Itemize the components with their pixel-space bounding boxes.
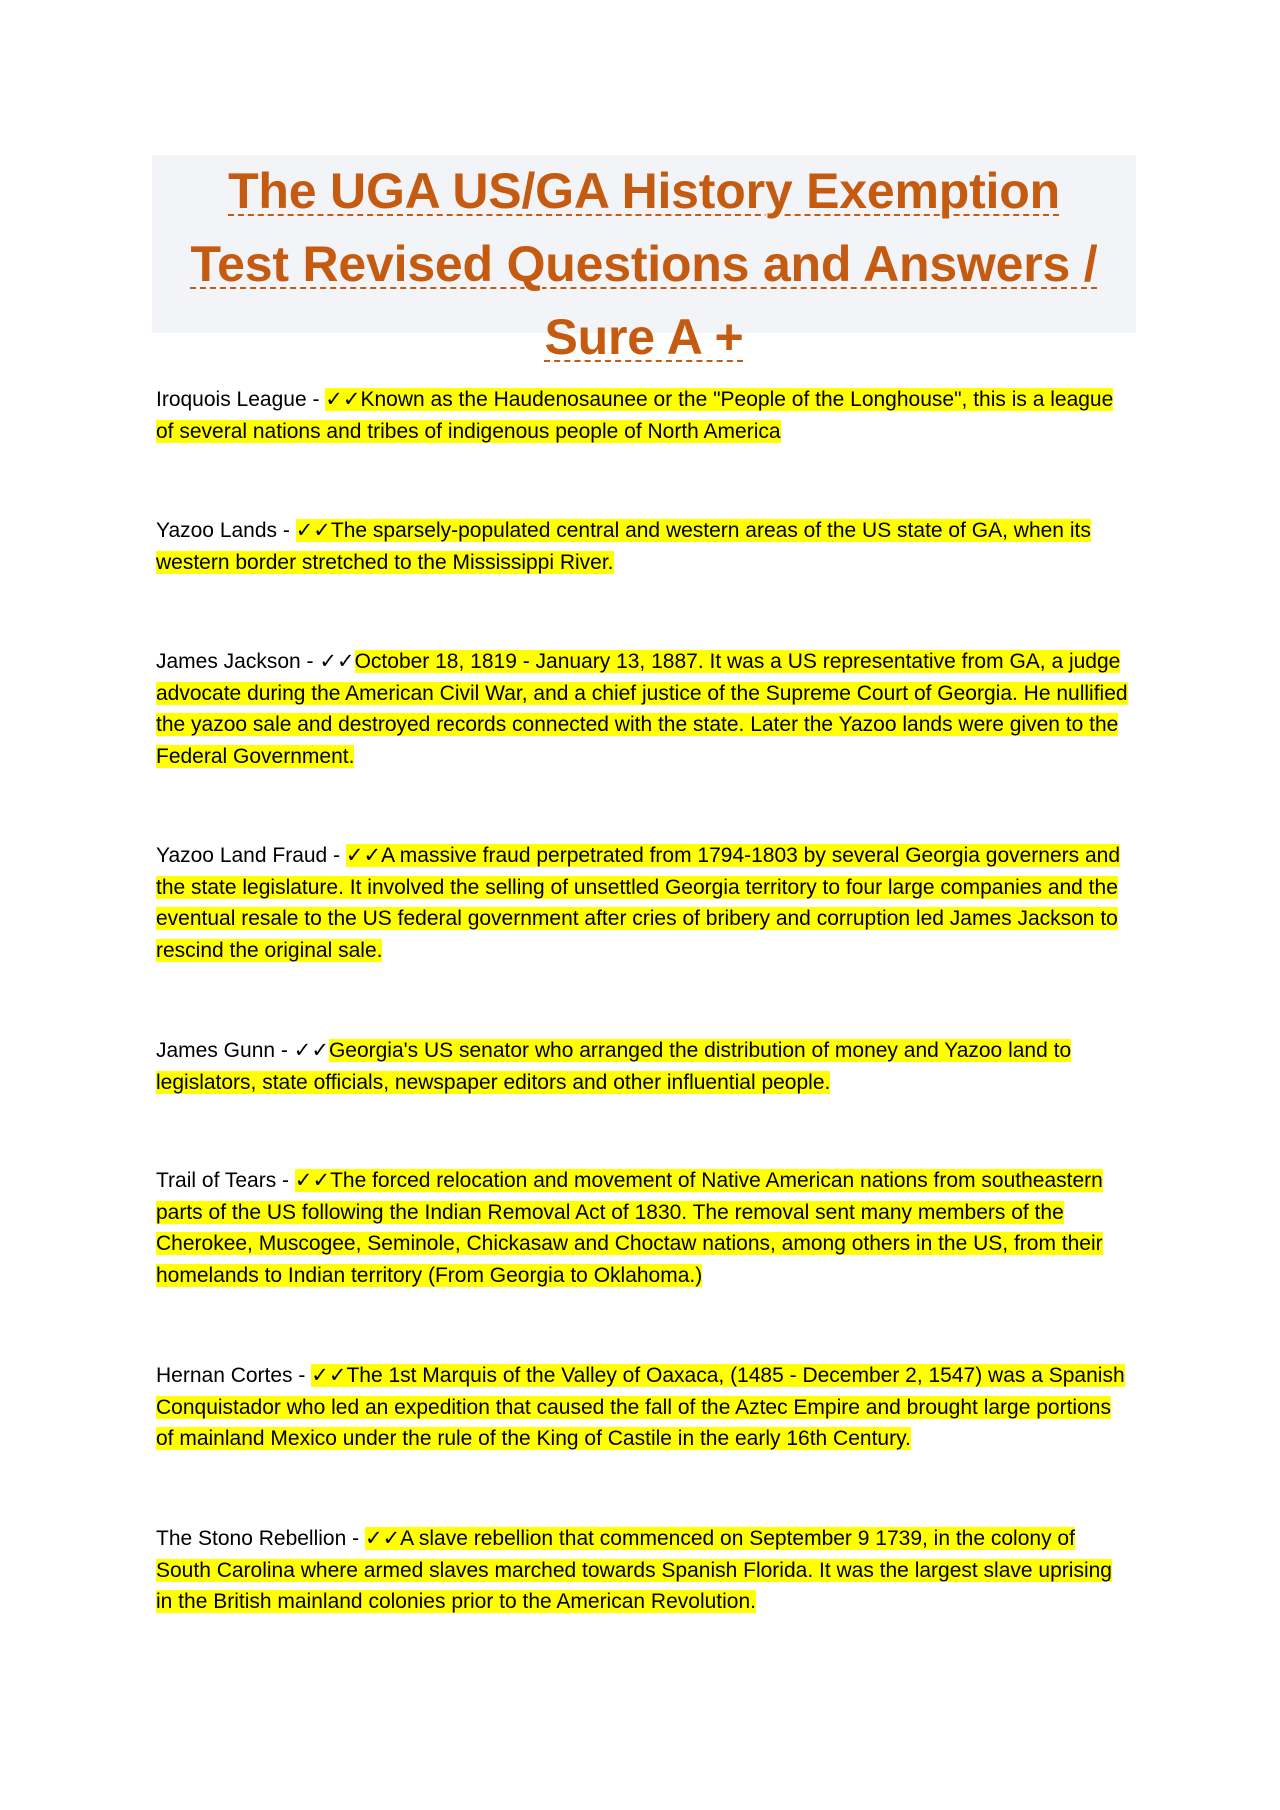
entry-term: Trail of Tears -: [156, 1169, 295, 1192]
check-icon: ✓✓: [319, 650, 355, 673]
document-title-line-1: The UGA US/GA History Exemption: [228, 163, 1060, 219]
qa-entry-james-jackson: [156, 646, 1131, 772]
entry-term: Yazoo Lands -: [156, 519, 296, 542]
qa-entry-james-gunn: [156, 1035, 1131, 1098]
entry-definition: A massive fraud perpetrated from 1794-1803 by several Georgia governers and the state legislature. It involved the selling of unsettled Georgia territory to four large companies and the eventual resale to the US federal government after cries of bribery and corruption led James Jackson to rescind the original sale.: [156, 844, 1121, 962]
entry-term: James Gunn -: [156, 1039, 294, 1062]
check-icon: ✓✓: [311, 1364, 347, 1387]
entry-term: James Jackson -: [156, 650, 320, 673]
check-icon: ✓✓: [295, 519, 331, 542]
entry-definition: The sparsely-populated central and western areas of the US state of GA, when its western border stretched to the Mississippi River.: [156, 519, 1091, 574]
qa-entry-trail-of-tears: [156, 1165, 1131, 1291]
entry-definition: Georgia's US senator who arranged the distribution of money and Yazoo land to legislators, state officials, newspaper editors and other influential people.: [156, 1039, 1072, 1094]
entry-definition: A slave rebellion that commenced on September 9 1739, in the colony of South Carolina where armed slaves marched towards Spanish Florida. It was the largest slave uprising in the British mainland colonies prior to the American Revolution.: [156, 1527, 1112, 1613]
entry-term: Hernan Cortes -: [156, 1364, 312, 1387]
entry-definition: October 18, 1819 - January 13, 1887. It was a US representative from GA, a judge advocate during the American Civil War, and a chief justice of the Supreme Court of Georgia. He nullified the yazoo sale and destroyed records connected with the state. Later the Yazoo lands were given to the Federal Government.: [156, 650, 1128, 768]
qa-entry-hernan-cortes: [156, 1360, 1131, 1455]
check-icon: ✓✓: [294, 1169, 331, 1192]
qa-entry-iroquois-league: [156, 384, 1131, 447]
check-icon: ✓✓: [325, 388, 361, 411]
entry-definition: The 1st Marquis of the Valley of Oaxaca, (1485 - December 2, 1547) was a Spanish Conquistador who led an expedition that caused the fall of the Aztec Empire and brought large portions of mainland Mexico under the rule of the King of Castile in the early 16th Century.: [156, 1364, 1125, 1450]
document-title-line-2: Test Revised Questions and Answers /: [190, 236, 1098, 292]
entry-definition: The forced relocation and movement of Native American nations from southeastern parts of the US following the Indian Removal Act of 1830. The removal sent many members of the Cherokee, Muscogee, Seminole, Chickasaw and Choctaw nations, among others in the US, from their homelands to Indian territory (From Georgia to Oklahoma.): [156, 1169, 1103, 1287]
qa-entry-yazoo-lands: [156, 515, 1131, 578]
entry-definition: Known as the Haudenosaunee or the "People of the Longhouse", this is a league of several nations and tribes of indigenous people of North America: [156, 388, 1114, 443]
entry-term: Iroquois League -: [156, 388, 326, 411]
check-icon: ✓✓: [345, 844, 382, 867]
qa-entry-yazoo-land-fraud: [156, 840, 1131, 966]
check-icon: ✓✓: [364, 1527, 401, 1550]
document-title-line-3: Sure A +: [544, 309, 744, 365]
check-icon: ✓✓: [293, 1039, 329, 1062]
entry-term: Yazoo Land Fraud -: [156, 844, 346, 867]
entry-term: The Stono Rebellion -: [156, 1527, 365, 1550]
qa-entry-stono-rebellion: [156, 1523, 1131, 1618]
document-title-box: [152, 155, 1136, 365]
